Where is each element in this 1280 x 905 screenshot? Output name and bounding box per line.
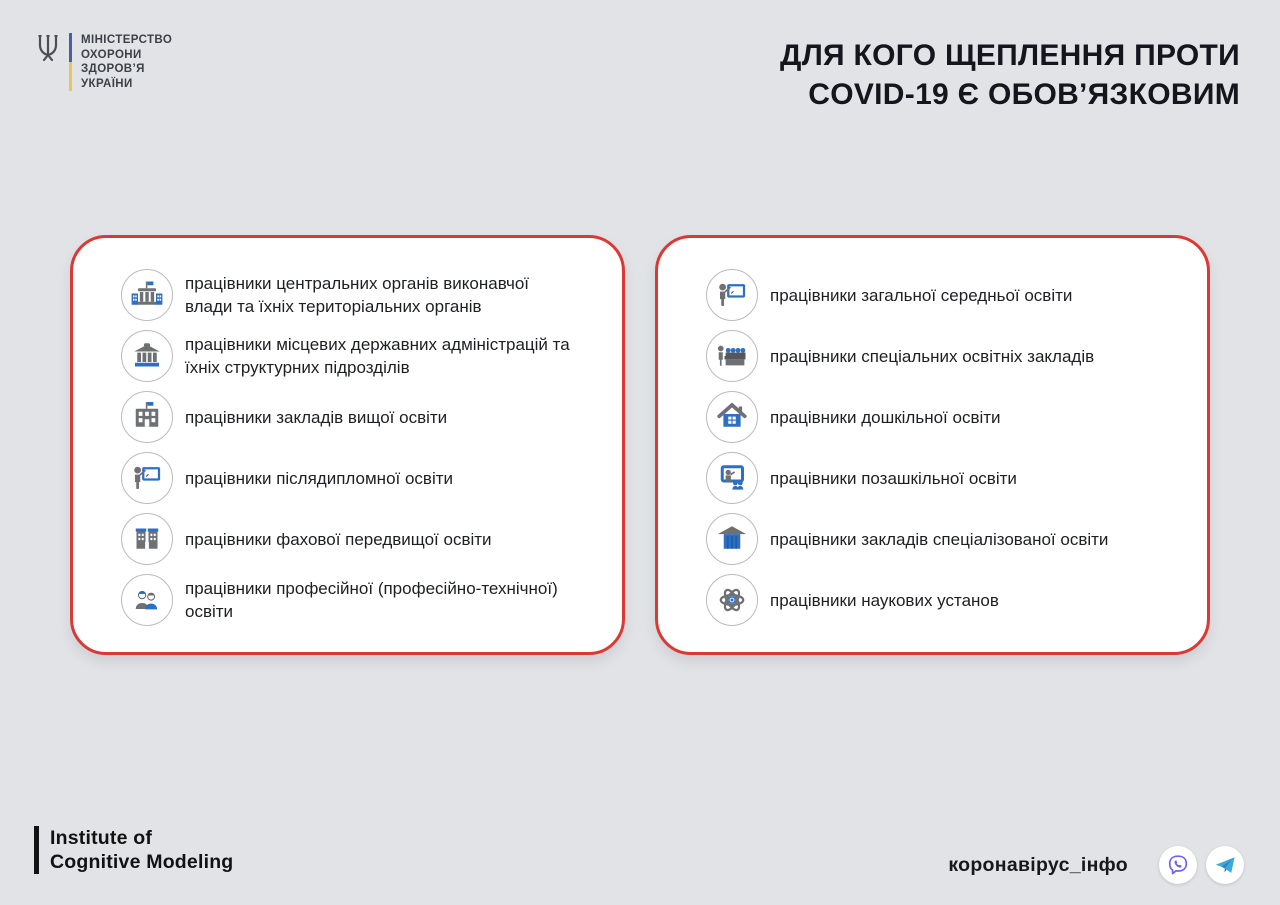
specialized-building-icon — [706, 513, 758, 565]
trident-icon — [36, 34, 60, 67]
university-building-icon — [121, 391, 173, 443]
teacher-whiteboard-icon — [121, 452, 173, 504]
list-item — [121, 513, 594, 565]
mandatory-vaccination-card-right — [655, 235, 1210, 655]
institute-name-line-1: Institute of — [50, 827, 153, 849]
list-item — [121, 452, 594, 504]
item-label: працівники спеціальних освітніх закладів — [770, 346, 1095, 366]
item-label: працівники дошкільної освіти — [770, 407, 1001, 427]
page-title-line-2: COVID-19 Є ОБОВ’ЯЗКОВИМ — [808, 78, 1240, 111]
ministry-name-line: ОХОРОНИ — [81, 48, 142, 61]
page-title-line-1: ДЛЯ КОГО ЩЕПЛЕННЯ ПРОТИ — [780, 39, 1240, 72]
kindergarten-house-icon — [706, 391, 758, 443]
item-label: працівники центральних органів виконавчої влади та їхніх територіальних органів — [185, 274, 530, 316]
ministry-name — [81, 31, 172, 91]
telegram-icon — [1213, 853, 1237, 877]
item-label: працівники загальної середньої освіти — [770, 285, 1073, 305]
item-label: працівники фахової передвищої освіти — [185, 529, 492, 549]
mandatory-vaccination-card-left — [70, 235, 625, 655]
bank-columns-icon — [121, 330, 173, 382]
ministry-name-line: МІНІСТЕРСТВО — [81, 34, 173, 46]
item-label: працівники закладів вищої освіти — [185, 407, 448, 427]
item-label: працівники місцевих державних адміністрацій та їхніх структурних підрозділів — [185, 335, 570, 377]
ministry-name-line: ЗДОРОВ’Я — [81, 63, 145, 75]
list-item — [706, 330, 1179, 382]
list-item — [706, 391, 1179, 443]
ministry-logo — [36, 31, 172, 91]
channel-name: коронавірус_інфо — [948, 853, 1128, 876]
government-building-icon — [121, 269, 173, 321]
telegram-button[interactable] — [1206, 846, 1244, 884]
ukraine-flag-bar — [69, 33, 72, 91]
item-label: працівники закладів спеціалізованої освіти — [770, 529, 1109, 549]
item-label: працівники професійної (професійно-технічної) освіти — [185, 579, 558, 621]
item-label: працівники позашкільної освіти — [770, 468, 1017, 488]
two-students-icon — [121, 574, 173, 626]
viber-button[interactable] — [1159, 846, 1197, 884]
list-item — [121, 574, 594, 626]
list-item — [121, 391, 594, 443]
list-item — [121, 330, 594, 382]
list-item — [706, 513, 1179, 565]
teacher-whiteboard-icon — [706, 269, 758, 321]
atom-icon — [706, 574, 758, 626]
channel-links — [948, 845, 1244, 885]
item-label: працівники наукових установ — [770, 590, 999, 610]
lecture-audience-icon — [706, 330, 758, 382]
institute-name-line-2: Cognitive Modeling — [50, 851, 234, 873]
brand-divider-bar — [34, 826, 39, 874]
item-label: працівники післядипломної освіти — [185, 468, 454, 488]
ministry-name-line: УКРАЇНИ — [81, 77, 133, 90]
viber-icon — [1166, 853, 1190, 877]
list-item — [706, 574, 1179, 626]
list-item — [706, 452, 1179, 504]
list-item — [706, 269, 1179, 321]
institute-name — [50, 826, 233, 874]
screen-audience-icon — [706, 452, 758, 504]
page-title — [780, 36, 1240, 114]
college-building-icon — [121, 513, 173, 565]
list-item — [121, 269, 594, 321]
institute-brand — [34, 826, 233, 874]
